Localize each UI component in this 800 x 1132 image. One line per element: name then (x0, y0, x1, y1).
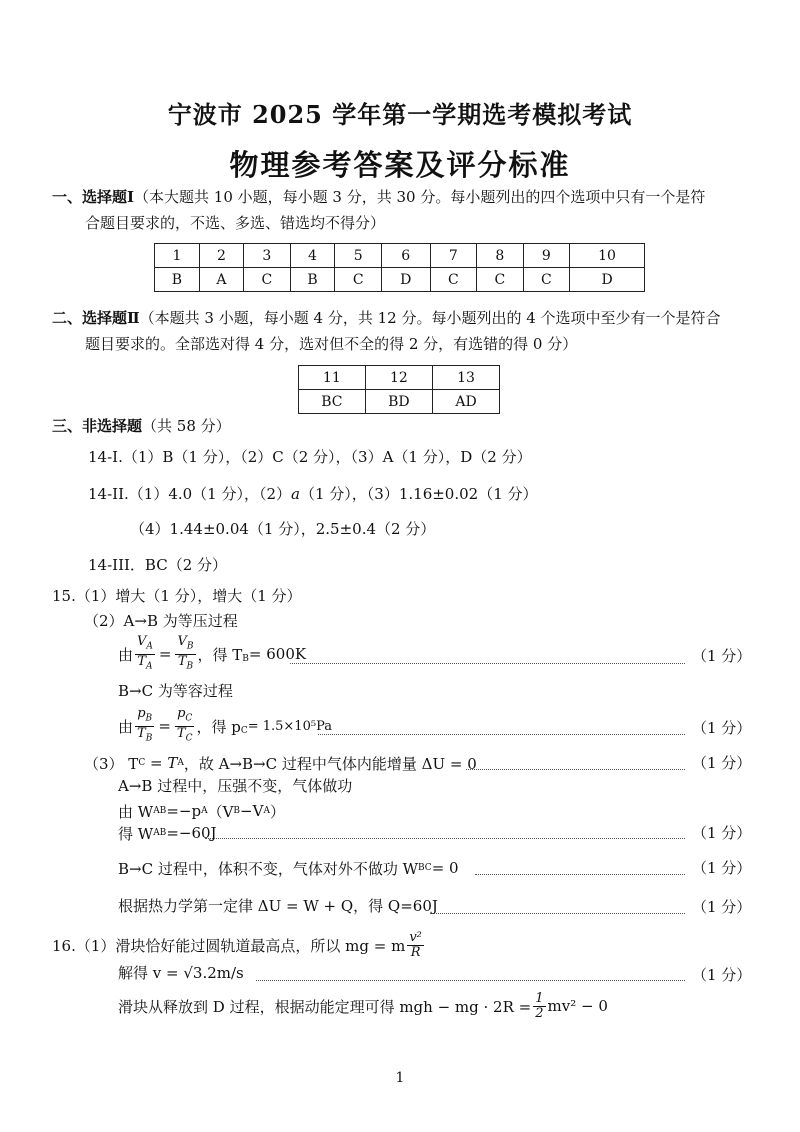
q15-wab-formula: 由 W AB =−p A （V B −V A ） (118, 802, 285, 821)
table-cell: 2 (199, 244, 243, 268)
q16-energy-tail: mv² − 0 (547, 997, 608, 1015)
dot-leader (290, 663, 685, 664)
section3-heading: 三、非选择题 (52, 417, 143, 435)
table-cell: 5 (335, 244, 382, 268)
wab-part5: ） (269, 802, 285, 821)
q16-solve: 解得 v = √3.2m/s (118, 964, 244, 982)
q15-eq-tb: 由 $\frac{V_A}{T_A}$ = $\frac{V_B}{T_B}$ ，得 T $_B$ = 600K (118, 633, 307, 672)
table-cell: AD (433, 390, 500, 414)
table-row (155, 268, 645, 292)
score-label: （1 分） (692, 647, 752, 665)
q15-first-law: 根据热力学第一定律 ΔU = W + Q，得 Q=60J (118, 897, 438, 915)
table-cell: C (244, 268, 291, 292)
q16-1 (52, 925, 426, 965)
table-cell: C (335, 268, 382, 292)
table-cell: A (199, 268, 243, 292)
table-cell: 6 (381, 244, 430, 268)
fraction-v2-r: $\frac{\text{v²}}{R}$ (409, 929, 422, 960)
q15-process-bc: B→C 为等容过程 (118, 682, 233, 700)
q15-2-process-ab: A→B 为等压过程 (123, 612, 238, 630)
score-label: （1 分） (692, 719, 752, 737)
dot-leader (466, 769, 685, 770)
table-cell: 8 (477, 244, 524, 268)
dot-leader (205, 838, 685, 839)
q16-energy (118, 986, 608, 1026)
q15-2-head (84, 608, 238, 634)
table-cell: 13 (433, 366, 500, 390)
table-row (299, 366, 500, 390)
section1-answer-table (154, 243, 645, 292)
section2-heading: 二、选择题Ⅱ (52, 309, 140, 327)
score-label: （1 分） (692, 859, 752, 877)
fraction-half: $\frac{1}{2}$ (535, 990, 544, 1021)
q15-3-label: （3） T (84, 754, 139, 773)
q14-2-part-a: 14-II.（1）4.0（1 分），（2） (88, 485, 292, 503)
page-number: 1 (395, 1070, 405, 1086)
q15-bc-work: B→C 过程中，体积不变，气体对外不做功 W BC = 0 (118, 859, 459, 878)
table-cell: 4 (290, 244, 335, 268)
bc-line1: B→C 过程中，体积不变，气体对外不做功 W (118, 859, 419, 878)
section1-heading: 一、选择题Ⅰ (52, 188, 135, 206)
section2-desc-line1: （本题共 3 小题，每小题 4 分，共 12 分。每小题列出的 4 个选项中至少有一个是符合 (139, 309, 721, 327)
q15-eq-pc: 由 $\frac{p_B}{T_B}$ = $\frac{p_C}{T_C}$ ，得 p $_C$ = 1.5×10⁵Pa (118, 705, 332, 744)
wab-part3: （V (207, 802, 234, 821)
table-cell: BC (299, 390, 366, 414)
table-cell: 10 (570, 244, 645, 268)
dot-leader (318, 734, 685, 735)
table-cell: 9 (523, 244, 570, 268)
q14-1: 14-I.（1）B（1 分），（2）C（2 分），（3）A（1 分），D（2 分） (88, 448, 532, 466)
q14-2-line2: （4）1.44±0.04（1 分），2.5±0.4（2 分） (130, 520, 436, 538)
q16-energy-text: 滑块从释放到 D 过程，根据动能定理可得 mgh − mg · 2R = (118, 997, 532, 1016)
section1-desc-line1: （本大题共 10 小题，每小题 3 分，共 30 分。每小题列出的四个选项中只有一个是符 (134, 188, 706, 206)
fraction-pb-tb: $\frac{p_B}{T_B}$ (137, 705, 153, 744)
dot-leader (475, 874, 685, 875)
table-cell: 11 (299, 366, 366, 390)
score-label: （1 分） (692, 754, 752, 772)
wab-part2: =−p (166, 802, 202, 820)
q16-1-text: 16.（1）滑块恰好能过圆轨道最高点，所以 mg = m (52, 936, 406, 955)
bc-line2: = 0 (431, 859, 459, 877)
table-cell: BD (365, 390, 432, 414)
q15-eq-pc-text: ，得 p (196, 717, 241, 736)
table-row (299, 390, 500, 414)
dot-leader (256, 980, 685, 981)
q15-eq-pc-value: = 1.5×10⁵Pa (247, 718, 332, 734)
wab-part1: 由 W (118, 802, 154, 821)
table-cell: 3 (244, 244, 291, 268)
section3-desc: （共 58 分） (142, 417, 231, 435)
q14-2-var: a (291, 485, 300, 503)
dot-leader (430, 913, 685, 914)
table-cell: D (381, 268, 430, 292)
q14-3: 14-III．BC（2 分） (88, 556, 228, 574)
table-cell: C (430, 268, 477, 292)
section2-line1 (52, 305, 721, 331)
wab-part4: −V (240, 802, 264, 820)
q15-wab-result: 得 W AB =−60J (118, 824, 217, 843)
table-cell: 7 (430, 244, 477, 268)
score-label: （1 分） (692, 824, 752, 842)
section2-desc-line2: 题目要求的。全部选对得 4 分，选对但不全的得 2 分，有选错的得 0 分） (85, 335, 578, 353)
score-label: （1 分） (692, 966, 752, 984)
wab-result1: 得 W (118, 824, 154, 843)
q15-you-1: 由 (118, 645, 134, 664)
q15-eq-tb-value: = 600K (248, 645, 307, 663)
q15-you-2: 由 (118, 717, 134, 736)
fraction-pc-tc: $\frac{p_C}{T_C}$ (176, 705, 193, 744)
score-label: （1 分） (692, 898, 752, 916)
table-cell: B (155, 268, 200, 292)
table-cell: C (523, 268, 570, 292)
section2-answer-table (298, 365, 500, 414)
wab-result2: =−60J (166, 824, 217, 842)
table-cell: C (477, 268, 524, 292)
document-title: 宁波市 2025 学年第一学期选考模拟考试 (167, 100, 633, 129)
section1-desc-line2: 合题目要求的，不选、多选、错选均不得分） (85, 214, 386, 232)
fraction-va-ta: $\frac{V_A}{T_A}$ (137, 633, 153, 672)
table-row (155, 244, 645, 268)
document-subtitle: 物理参考答案及评分标准 (229, 148, 571, 182)
fraction-vb-tb: $\frac{V_B}{T_B}$ (177, 633, 194, 672)
table-cell: B (290, 268, 335, 292)
table-cell: 1 (155, 244, 200, 268)
table-cell: D (570, 268, 645, 292)
q15-2-label: （2） (84, 612, 124, 630)
q15-1: 15.（1）增大（1 分），增大（1 分） (52, 587, 302, 605)
q15-ab-work: A→B 过程中，压强不变，气体做功 (118, 777, 353, 795)
q15-eq-tb-text: ，得 T (197, 645, 243, 664)
section1-line1 (52, 184, 705, 210)
table-cell: 12 (365, 366, 432, 390)
q14-2-line1 (88, 481, 538, 507)
q14-2-part-b: （1 分），（3）1.16±0.02（1 分） (299, 485, 538, 503)
q15-3-text: ，故 A→B→C 过程中气体内能增量 ΔU = 0 (183, 754, 477, 773)
section3-line (52, 413, 231, 439)
q15-3-line: （3） T C = T A ，故 A→B→C 过程中气体内能增量 ΔU = 0 (84, 754, 477, 773)
